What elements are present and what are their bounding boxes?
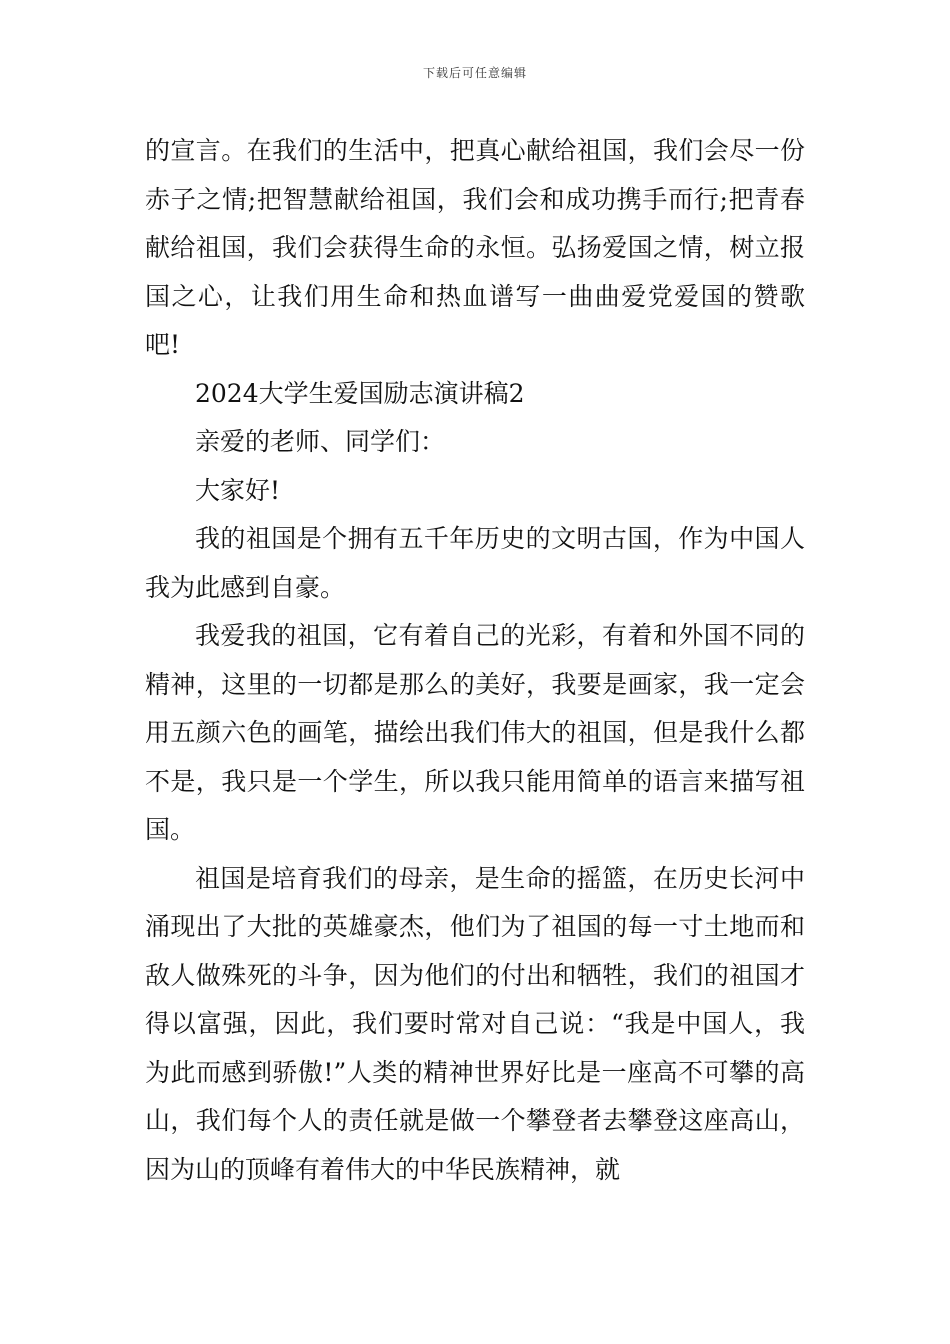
speech-title: 2024大学生爱国励志演讲稿2 [195, 378, 525, 408]
salutation: 亲爱的老师、同学们： [195, 427, 446, 456]
paragraph: 我的祖国是个拥有五千年历史的文明古国，作为中国人我为此感到自豪。 [145, 524, 805, 602]
page-header: 下载后可任意编辑 [422, 66, 527, 80]
paragraph: 我爱我的祖国，它有着自己的光彩，有着和外国不同的精神，这里的一切都是那么的美好，我要是画家，我一定会用五颜六色的画笔，描绘出我们伟大的祖国，但是我什么都不是，我只是一个学生，所以我只能用简单的语言来描写祖国。 [145, 621, 805, 844]
document-body [145, 127, 805, 1194]
paragraph: 祖国是培育我们的母亲，是生命的摇篮，在历史长河中涌现出了大批的英雄豪杰，他们为了祖国的每一寸土地而和敌人做殊死的斗争，因为他们的付出和牺牲，我们的祖国才得以富强，因此，我们要时常对自己说：“我是中国人，我为此而感到骄傲!”人类的精神世界好比是一座高不可攀的高山，我们每个人的责任就是做一个攀登者去攀登这座高山，因为山的顶峰有着伟大的中华民族精神，就 [145, 863, 805, 1184]
greeting: 大家好! [195, 475, 281, 505]
paragraph-continuation: 的宣言。在我们的生活中，把真心献给祖国，我们会尽一份赤子之情;把智慧献给祖国，我们会和成功携手而行;把青春献给祖国，我们会获得生命的永恒。弘扬爱国之情，树立报国之心，让我们用生命和热血谱写一曲曲爱党爱国的赞歌吧! [145, 136, 805, 359]
